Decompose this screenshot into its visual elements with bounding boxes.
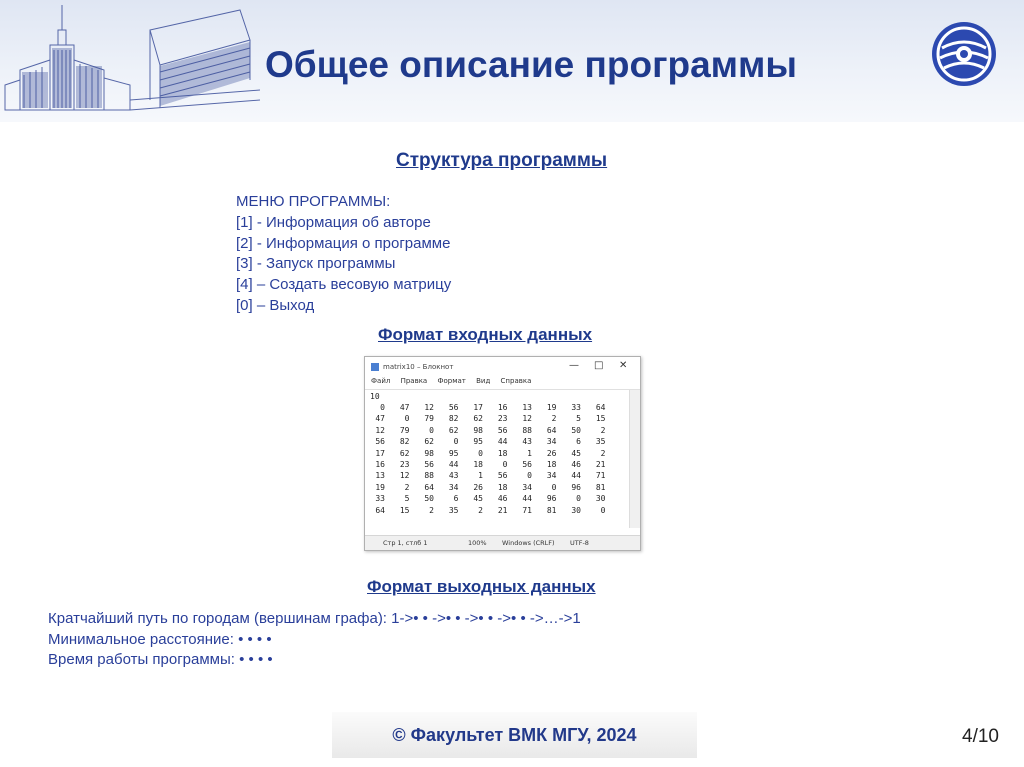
matrix-cell: 0 bbox=[600, 505, 606, 515]
matrix-cell: 26 bbox=[546, 448, 557, 458]
notepad-window bbox=[364, 356, 641, 551]
matrix-cell: 45 bbox=[571, 448, 581, 458]
menu-item: [2] - Информация о программе bbox=[236, 234, 451, 252]
matrix-cell: 62 bbox=[424, 437, 434, 447]
notepad-app-icon bbox=[371, 363, 379, 371]
menu-item: [1] - Информация об авторе bbox=[236, 213, 431, 231]
matrix-cell: 13 bbox=[522, 403, 532, 412]
matrix-cell: 56 bbox=[497, 425, 508, 435]
matrix-cell: 43 bbox=[448, 471, 459, 481]
matrix-cell: 44 bbox=[571, 471, 581, 481]
matrix-cell: 50 bbox=[571, 425, 581, 435]
status-position: Стр 1, стлб 1 bbox=[383, 539, 428, 547]
matrix-cell: 16 bbox=[497, 403, 508, 412]
matrix-cell: 79 bbox=[399, 425, 410, 435]
matrix-cell: 19 bbox=[546, 403, 557, 412]
matrix-cell: 50 bbox=[424, 494, 434, 504]
matrix-cell: 96 bbox=[546, 494, 557, 504]
matrix-cell: 30 bbox=[571, 505, 581, 515]
matrix-cell: 23 bbox=[497, 414, 508, 424]
input-format-heading: Формат входных данных bbox=[378, 325, 593, 344]
matrix-cell: 12 bbox=[399, 471, 410, 481]
program-menu bbox=[236, 192, 451, 317]
status-encoding: UTF-8 bbox=[570, 539, 589, 547]
matrix-cell: 23 bbox=[399, 460, 410, 469]
notepad-menubar bbox=[365, 377, 640, 389]
matrix-cell: 81 bbox=[595, 482, 606, 492]
output-line-time: Время работы программы: • • • • bbox=[48, 651, 273, 668]
matrix-cell: 56 bbox=[424, 460, 434, 469]
matrix-cell: 95 bbox=[473, 437, 483, 447]
matrix-cell: 0 bbox=[453, 437, 459, 447]
maximize-icon[interactable]: □ bbox=[594, 360, 604, 371]
matrix-cell: 98 bbox=[424, 448, 434, 458]
matrix-cell: 35 bbox=[595, 437, 606, 447]
matrix-cell: 0 bbox=[429, 425, 434, 435]
notepad-statusbar bbox=[365, 535, 640, 550]
menu-title: МЕНЮ ПРОГРАММЫ: bbox=[236, 193, 391, 210]
matrix-cell: 62 bbox=[473, 414, 483, 424]
matrix-cell: 56 bbox=[448, 403, 459, 412]
matrix-cell: 0 bbox=[551, 482, 557, 492]
matrix-cell: 82 bbox=[448, 414, 459, 424]
footer-banner bbox=[332, 712, 697, 758]
matrix-cell: 2 bbox=[429, 505, 434, 515]
matrix-cell: 88 bbox=[424, 471, 434, 481]
notepad-titlebar bbox=[365, 357, 640, 377]
matrix-cell: 34 bbox=[448, 482, 459, 492]
menu-file[interactable]: Файл bbox=[371, 377, 391, 385]
footer-copyright: © Факультет ВМК МГУ, 2024 bbox=[392, 725, 637, 745]
matrix-cell: 45 bbox=[473, 494, 483, 504]
matrix-cell: 0 bbox=[576, 494, 581, 504]
matrix-cell: 98 bbox=[473, 425, 483, 435]
matrix-cell: 82 bbox=[399, 437, 410, 447]
matrix-cell: 18 bbox=[497, 482, 508, 492]
matrix-cell: 0 bbox=[502, 460, 508, 469]
status-line-ending: Windows (CRLF) bbox=[502, 539, 555, 547]
matrix-cell: 34 bbox=[546, 471, 557, 481]
matrix-cell: 26 bbox=[473, 482, 483, 492]
matrix-cell: 12 bbox=[522, 414, 532, 424]
matrix-cell: 44 bbox=[448, 460, 459, 469]
matrix-cell: 6 bbox=[453, 494, 459, 504]
vmk-logo-icon bbox=[928, 18, 1000, 90]
matrix-cell: 5 bbox=[576, 414, 581, 424]
matrix-cell: 1 bbox=[478, 471, 483, 481]
matrix-cell: 16 bbox=[375, 460, 385, 469]
matrix-cell: 5 bbox=[404, 494, 410, 504]
menu-edit[interactable]: Правка bbox=[400, 377, 428, 385]
matrix-cell: 44 bbox=[497, 437, 508, 447]
matrix-cell: 64 bbox=[595, 403, 606, 412]
matrix-cell: 43 bbox=[522, 437, 532, 447]
matrix-cell: 47 bbox=[375, 414, 385, 424]
matrix-cell: 88 bbox=[522, 425, 532, 435]
matrix-cell: 71 bbox=[595, 471, 606, 481]
matrix-cell: 6 bbox=[576, 437, 581, 447]
matrix-cell: 0 bbox=[404, 414, 410, 424]
output-line-path: Кратчайший путь по городам (вершинам графа): 1->• • ->• • ->• • ->• • ->…->1 bbox=[48, 610, 581, 627]
matrix-cell: 1 bbox=[527, 448, 532, 458]
matrix-cell: 79 bbox=[424, 414, 434, 424]
matrix-cell: 0 bbox=[527, 471, 532, 481]
matrix-cell: 21 bbox=[595, 460, 606, 469]
page-title: Общее описание программы bbox=[265, 44, 798, 85]
menu-item: [0] – Выход bbox=[236, 296, 315, 314]
status-zoom: 100% bbox=[468, 539, 487, 547]
matrix-cell: 56 bbox=[497, 471, 508, 481]
matrix-cell: 62 bbox=[399, 448, 410, 458]
matrix-cell: 64 bbox=[424, 482, 434, 492]
matrix-cell: 64 bbox=[375, 505, 385, 515]
matrix-cell: 18 bbox=[497, 448, 508, 458]
matrix-cell: 2 bbox=[600, 425, 606, 435]
matrix-cell: 56 bbox=[375, 437, 385, 447]
structure-heading: Структура программы bbox=[396, 150, 608, 171]
matrix-cell: 0 bbox=[478, 448, 483, 458]
minimize-icon[interactable]: — bbox=[569, 360, 579, 371]
output-line-distance: Минимальное расстояние: • • • • bbox=[48, 630, 272, 648]
matrix-cell: 15 bbox=[595, 414, 606, 424]
matrix-cell: 30 bbox=[595, 494, 606, 504]
matrix-cell: 18 bbox=[473, 460, 483, 469]
matrix-cell: 44 bbox=[522, 494, 532, 504]
matrix-cell: 33 bbox=[375, 494, 385, 504]
matrix-cell: 81 bbox=[546, 505, 557, 515]
menu-view[interactable]: Вид bbox=[476, 377, 491, 385]
matrix-cell: 71 bbox=[522, 505, 532, 515]
matrix-cell: 2 bbox=[478, 505, 483, 515]
matrix-cell: 19 bbox=[375, 482, 385, 492]
vertical-scrollbar[interactable] bbox=[629, 390, 640, 528]
output-format-lines bbox=[48, 609, 581, 671]
close-icon[interactable]: ✕ bbox=[619, 360, 628, 371]
output-format-heading: Формат выходных данных bbox=[367, 577, 596, 596]
matrix-cell: 2 bbox=[600, 448, 606, 458]
matrix-cell: 21 bbox=[497, 505, 508, 515]
matrix-cell: 0 bbox=[380, 403, 385, 412]
matrix-cell: 13 bbox=[375, 471, 385, 481]
matrix-size: 10 bbox=[370, 392, 380, 401]
matrix-cell: 56 bbox=[522, 460, 532, 469]
matrix-cell: 34 bbox=[546, 437, 557, 447]
menu-help[interactable]: Справка bbox=[500, 377, 532, 385]
matrix-cell: 47 bbox=[399, 403, 410, 412]
matrix-cell: 46 bbox=[497, 494, 508, 504]
notepad-text-area[interactable] bbox=[365, 389, 640, 528]
header-banner bbox=[0, 0, 1024, 122]
matrix-cell: 2 bbox=[404, 482, 410, 492]
matrix-cell: 34 bbox=[522, 482, 532, 492]
university-buildings-illustration bbox=[0, 0, 260, 122]
matrix-cell: 2 bbox=[551, 414, 557, 424]
menu-item: [3] - Запуск программы bbox=[236, 255, 396, 273]
matrix-cell: 33 bbox=[571, 403, 581, 412]
menu-item: [4] – Создать весовую матрицу bbox=[236, 276, 452, 294]
matrix-cell: 15 bbox=[399, 505, 410, 515]
matrix-cell: 62 bbox=[448, 425, 459, 435]
matrix-cell: 17 bbox=[375, 448, 385, 458]
menu-format[interactable]: Формат bbox=[437, 377, 466, 385]
notepad-window-title: matrix10 – Блокнот bbox=[383, 363, 454, 371]
matrix-cell: 96 bbox=[571, 482, 581, 492]
matrix-cell: 12 bbox=[375, 425, 385, 435]
matrix-cell: 95 bbox=[448, 448, 459, 458]
matrix-cell: 18 bbox=[546, 460, 557, 469]
matrix-cell: 46 bbox=[571, 460, 581, 469]
matrix-cell: 64 bbox=[546, 425, 557, 435]
page-number: 4/10 bbox=[962, 726, 999, 747]
matrix-cell: 12 bbox=[424, 403, 434, 412]
matrix-cell: 35 bbox=[448, 505, 459, 515]
matrix-cell: 17 bbox=[473, 403, 483, 412]
